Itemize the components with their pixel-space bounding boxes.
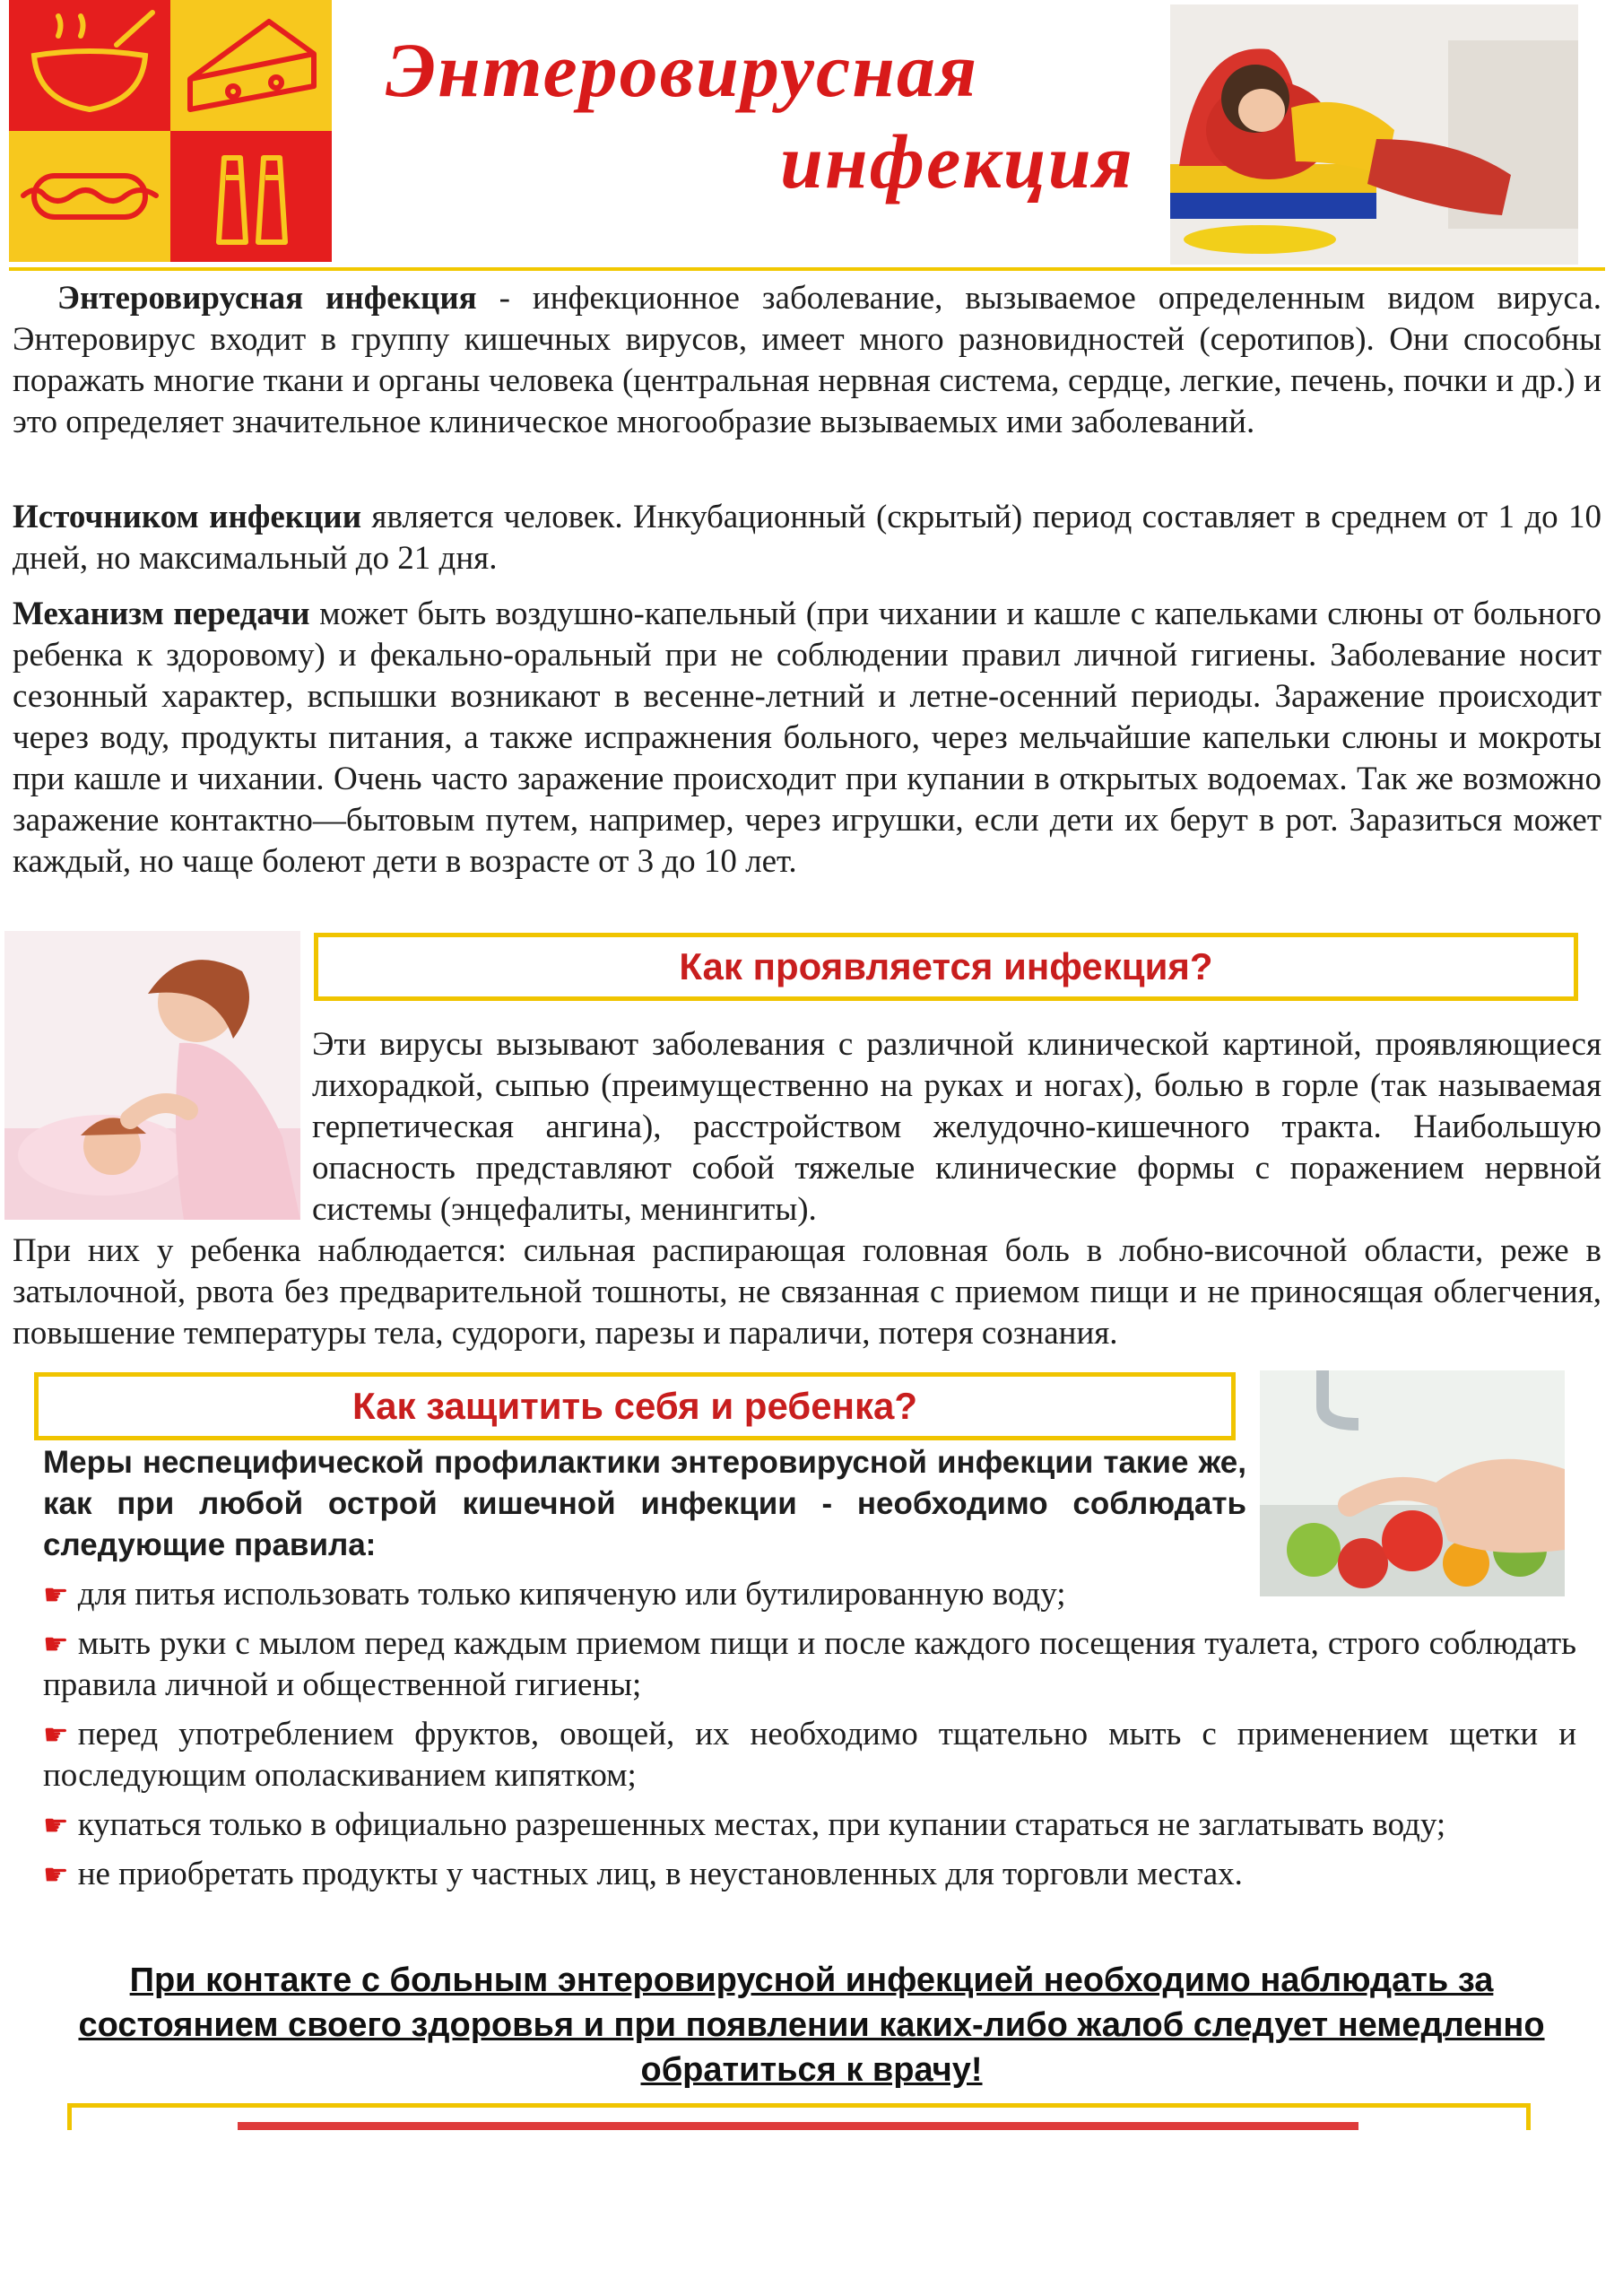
section2-heading: Как защитить себя и ребенка? <box>34 1372 1236 1440</box>
rule-text: мыть руки с мылом перед каждым приемом пищи и после каждого посещения туалета, строго соблюдать правила личной и общественной гигиены; <box>43 1625 1576 1703</box>
hot-dog-icon <box>9 131 170 262</box>
page-title <box>359 16 1166 258</box>
next-section-box-partial <box>67 2103 1531 2130</box>
mechanism-text: может быть воздушно-капельный (при чихании и кашле с капельками слюны от больного ребенка к здоровому) и фекально-оральный при не соблюдении правил личной гигиены. Заболевание носит сезонный характер, вспышки возникают в весенне-летний и летне-осенний периоды. Заражение происходит через воду, продукты питания, а также испражнения больного, через мельчайшие капельки слюны и мокроты при кашле и чихании. Очень часто заражение происходит при купании в открытых водоемах. Так же возможно заражение контактно—бытовым путем, например, через игрушки, если дети их берут в рот. Заразиться может каждый, но чаще болеют дети в возрасте от 3 до 10 лет. <box>13 596 1601 880</box>
section1-paragraph-full: При них у ребенка наблюдается: сильная распирающая головная боль в лобно-височной области, реже в затылочной, рвота без предварительной тошноты, не связанная с приемом пищи и не приносящая облегчения, повышение температуры тела, судороги, парезы и параличи, потеря сознания. <box>13 1232 1601 1352</box>
rule-text: купаться только в официально разрешенных местах, при купании стараться не заглатывать воду; <box>77 1806 1446 1843</box>
doctor-warning: При контакте с больным энтеровирусной инфекцией необходимо наблюдать за состоянием своего здоровья и при появлении каких-либо жалоб следует немедленно обратиться к врачу! <box>78 1961 1545 2089</box>
title-line-2: инфекция <box>780 118 1134 204</box>
section2-lead: Меры неспецифической профилактики энтеровирусной инфекции такие же, как при любой острой кишечной инфекции - необходимо соблюдать следующие правила: <box>43 1445 1246 1562</box>
source-term: Источником инфекции <box>13 499 362 535</box>
list-item <box>43 1714 1576 1796</box>
pointing-hand-icon: ☛ <box>43 1578 69 1611</box>
salt-pepper-icon <box>170 131 332 262</box>
mechanism-term: Механизм передачи <box>13 596 310 632</box>
list-item <box>43 1805 1576 1846</box>
section1-paragraph-beside: Эти вирусы вызывают заболевания с различной клинической картиной, проявляющиеся лихорадкой, сыпью (преимущественно на руках и ногах), болью в горле (так называемая герпетическая ангина), расстройством желудочно-кишечного тракта. Наибольшую опасность представляют собой тяжелые клинические формы с поражением нервной системы (энцефалиты, менингиты). <box>312 1026 1601 1228</box>
intro-paragraph <box>13 278 1601 443</box>
pointing-hand-icon: ☛ <box>43 1628 69 1660</box>
cut-off-heading <box>238 2122 1358 2130</box>
rule-text: перед употреблением фруктов, овощей, их необходимо тщательно мыть с применением щетки и последующим ополаскиванием кипятком; <box>43 1716 1576 1794</box>
source-paragraph <box>13 497 1601 579</box>
hotdog-tile <box>9 131 170 262</box>
pointing-hand-icon: ☛ <box>43 1718 69 1751</box>
intro-text: - инфекционное заболевание, вызываемое определенным видом вируса. Энтеровирус входит в группу кишечных вирусов, имеет много разновидностей (серотипов). Они способны поражать многие ткани и органы человека (центральная нервная система, сердце, легкие, печень, почки и др.) и это определяет значительное клиническое многообразие вызываемых ими заболеваний. <box>13 280 1601 440</box>
pie-tile <box>170 0 332 131</box>
food-icons-grid <box>9 0 332 262</box>
cheese-pie-icon <box>170 0 332 131</box>
rule-text: для питья использовать только кипяченую или бутилированную воду; <box>77 1576 1066 1613</box>
list-item <box>43 1574 1576 1615</box>
washing-vegetables-photo <box>1260 1370 1565 1596</box>
intro-term: Энтеровирусная инфекция <box>56 280 477 317</box>
pointing-hand-icon: ☛ <box>43 1858 69 1891</box>
sick-child-photo <box>1170 4 1578 265</box>
mechanism-paragraph <box>13 594 1601 883</box>
header-divider <box>9 267 1605 271</box>
mother-child-photo <box>4 931 300 1220</box>
rule-text: не приобретать продукты у частных лиц, в неустановленных для торговли местах. <box>77 1856 1243 1892</box>
title-line-1: Энтеровирусная <box>386 27 979 113</box>
source-text: является человек. Инкубационный (скрытый) период составляет в среднем от 1 до 10 дней, но максимальный до 21 дня. <box>13 499 1601 577</box>
soup-bowl-icon <box>9 0 170 131</box>
list-item <box>43 1854 1576 1895</box>
section1-heading: Как проявляется инфекция? <box>314 933 1578 1001</box>
prevention-rules-list <box>43 1574 1576 1903</box>
pointing-hand-icon: ☛ <box>43 1809 69 1841</box>
soup-tile <box>9 0 170 131</box>
list-item <box>43 1623 1576 1706</box>
condiments-tile <box>170 131 332 262</box>
